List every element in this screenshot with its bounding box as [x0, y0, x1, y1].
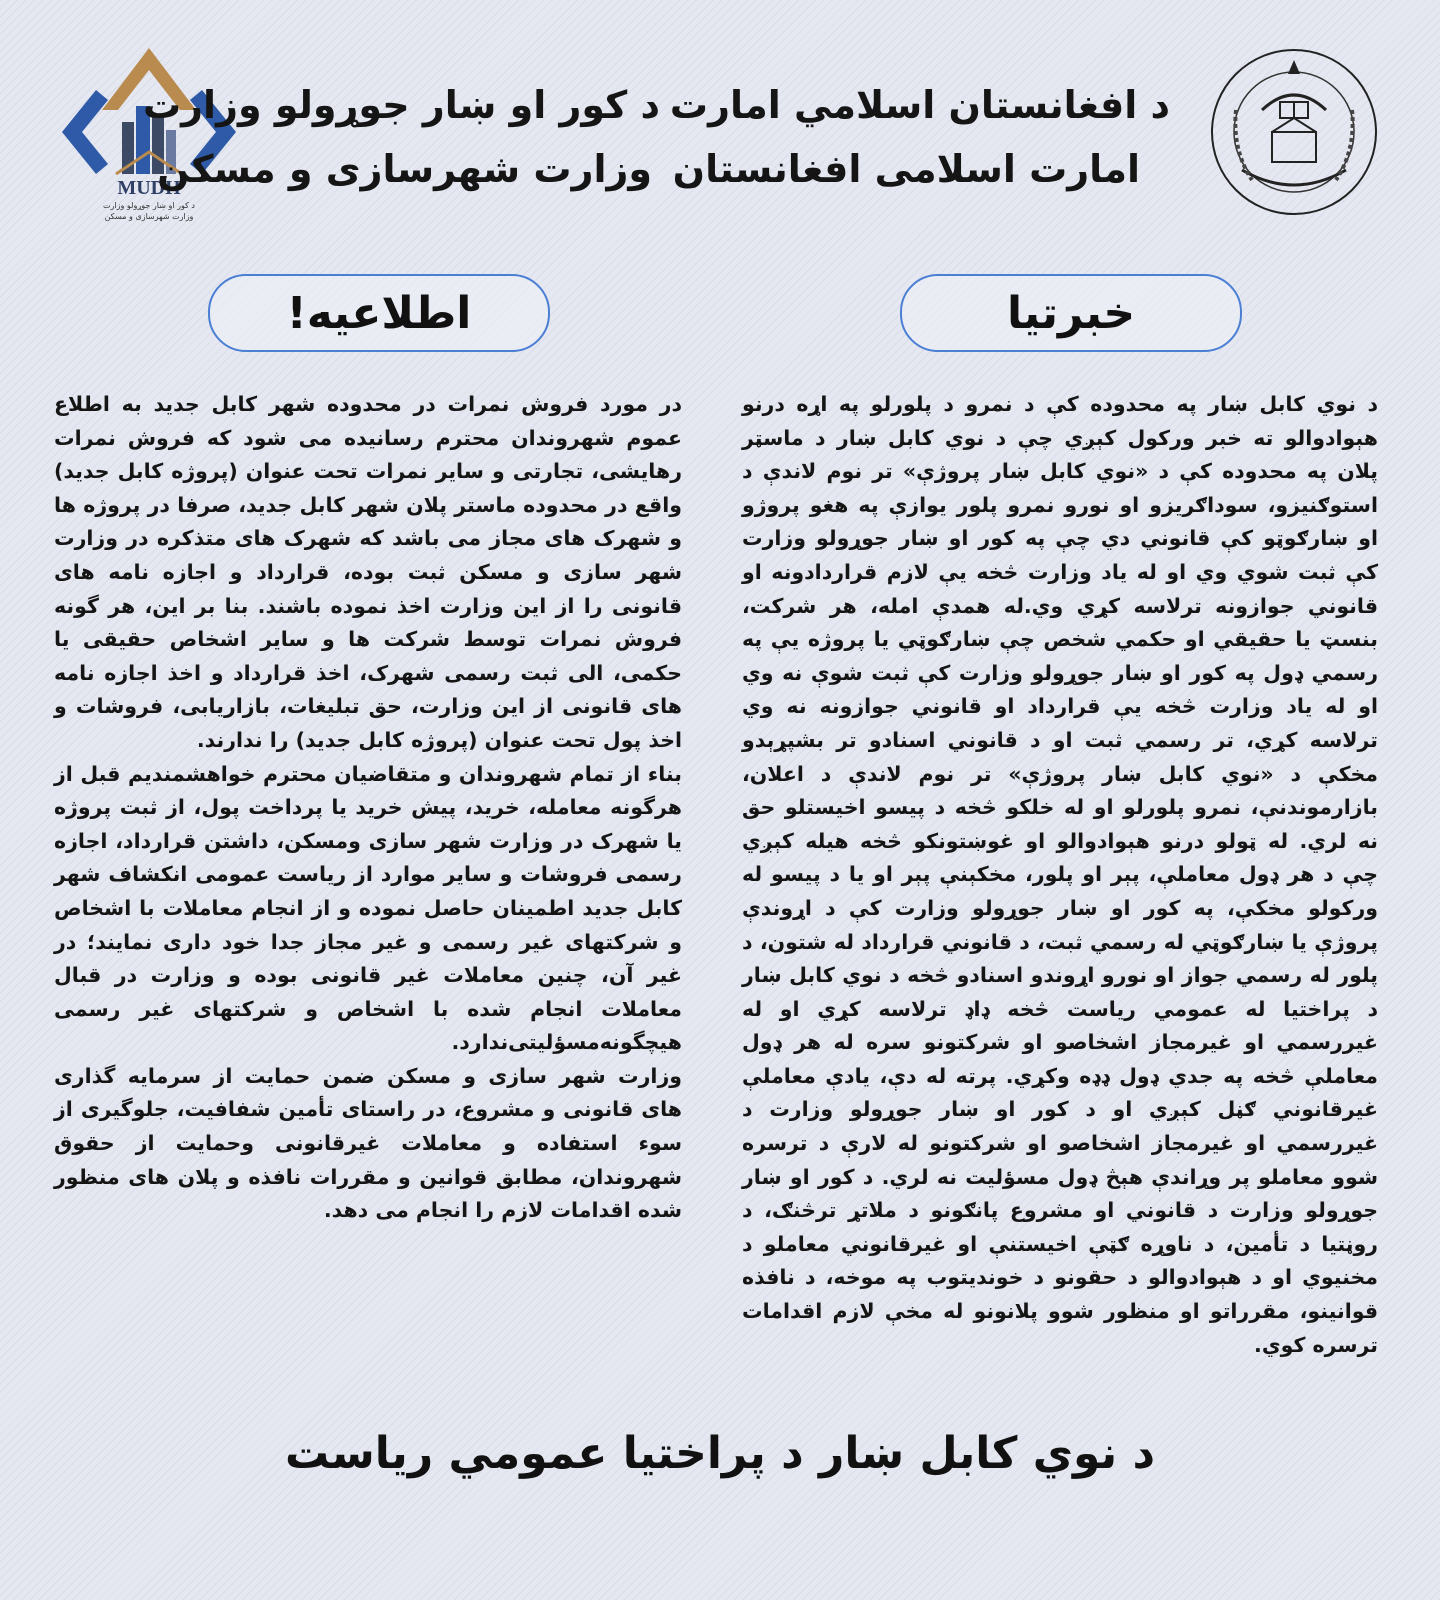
notice-title-badge [208, 274, 550, 352]
notice-title: اطلاعیه! [286, 287, 472, 339]
header-right-line2: امارت اسلامی افغانستان [672, 147, 1140, 191]
notice-paragraph-2: بناء از تمام شهروندان و متقاضیان محترم خواهشمندیم قبل از هرگونه معامله، خرید، پیش خرید یا پرداخت پول، از ثبت پروژه یا شهرک در وزارت شهر سازی ومسکن، داشتن قرارداد، اجازه رسمی فروشات و سایر موارد از ریاست عمومی انکشاف شهر کابل جدید اطمینان حاصل نموده و از انجام معاملات با اشخاص و شرکتهای غیر رسمی و غیر مجاز جدا خود داری نمایند؛ در غیر آن، چنین معاملات غیر قانونی بوده و وزارت در قبال معاملات انجام شده با اشخاص و شرکتهای غیر رسمی هیچگونه‌مسؤلیتی‌ندارد. [54, 761, 682, 1055]
header-right-line1: د افغانستان اسلامي امارت [669, 83, 1170, 127]
news-title: خبرتیا [1006, 287, 1136, 339]
logo-caption-1: د کور او ښار جوړولو وزارت [102, 201, 196, 210]
news-body: د نوي کابل ښار په محدوده کې د نمرو د پلورلو په اړه درنو هېوادوالو ته خبر ورکول کېږي چې د نوي کابل ښار د ماسټر پلان په محدوده کې د «نوي کابل ښار پروژې» تر نوم لاندې د استوګنیزو، سوداګریزو او نورو نمرو پلور یوازې په هغو پروژو او ښارګوټو کې قانوني دي چې په کور او ښار جوړولو وزارت کې ثبت شوي وي او له یاد وزارت څخه یې لازم قراردادونه او قانوني جوازونه ترلاسه کړي وي.له همدې امله، هر شرکت، بنسټ یا حقیقي او حکمي شخص چې ښارګوټي یا پروژه یې په رسمي ډول په کور او ښار جوړولو وزارت کې ثبت شوې نه وي او له یاد وزارت څخه یې قرارداد او قانوني جوازونه نه وي ترلاسه کړي، تر رسمي ثبت او د قانوني اسنادو تر بشپړېدو مخکې د «نوي کابل ښار پروژې» تر نوم لاندې د اعلان، بازارموندنې، نمرو پلورلو او له خلکو څخه د پیسو اخیستلو حق نه لري. له ټولو درنو هېوادوالو او غوښتونکو څخه هیله کېږي چې د هر ډول معاملې، پېر او پلور، مخکېنې پېر او یا د پیسو له ورکولو مخکې، په کور او ښار جوړولو وزارت کې د اړوندې پروژې یا ښارګوټي له رسمي ثبت، د قانوني قرارداد له شتون، د پلور له رسمي جواز او نورو اړوندو اسنادو څخه د نوي کابل ښار د پراختیا له عمومي ریاست څخه ډاډ ترلاسه کړي او له غیررسمي او غیرمجاز اشخاصو او شرکتونو سره له هر ډول معاملې څخه په جدي ډول ډډه وکړي. پرته له دې، یادې معاملې غیرقانوني ګڼل کېږي او د کور او ښار جوړولو وزارت د غیررسمي او غیرمجاز اشخاصو او شرکتونو له لارې د ترسره شوو معاملو پر وړاندې هېڅ ډول مسؤلیت نه لري. د کور او ښار جوړولو وزارت د قانوني او مشروع پانګونو د ملاتړ ترڅنګ، د روڼتیا د تأمین، د ناوړه ګټې اخیستنې او غیرقانوني معاملو د مخنیوي او د هېوادوالو د حقونو د خوندیتوب په موخه، د نافذه قوانینو، مقرراتو او منظور شوو پلانونو له مخې لازم اقدامات ترسره کوي. [742, 392, 1378, 1357]
header-left-line2: وزارت شهرسازی و مسکن [157, 147, 652, 191]
notice-paragraph-3: وزارت شهر سازی و مسکن ضمن حمایت از سرمایه گذاری های قانونی و مشروع، در راستای تأمین شفافیت، جلوگیری از سوء استفاده و معاملات غیرقانونی وحمایت از حقوق شهروندان، مطابق قوانین و مقررات نافذه و پلان های منظور شده اقدامات لازم را انجام می دهد. [54, 1063, 682, 1223]
emirate-emblem-icon [1202, 40, 1386, 224]
header-left-line1: د کور او ښار جوړولو وزارت [143, 83, 660, 127]
footer-title: د نوي کابل ښار د پراختیا عمومي ریاست [284, 1428, 1156, 1479]
logo-caption-2: وزارت شهرسازی و مسکن [104, 212, 194, 221]
notice-column [54, 388, 682, 1228]
mudh-logo-icon [56, 40, 242, 226]
news-title-badge [900, 274, 1242, 352]
news-column [742, 388, 1378, 1362]
notice-paragraph-1: در مورد فروش نمرات در محدوده شهر کابل جدید به اطلاع عموم شهروندان محترم رسانیده می شود که فروش نمرات رهایشی، تجارتی و سایر نمرات تحت عنوان (پروژه کابل جدید) واقع در محدوده ماستر پلان شهر کابل جدید، صرفا در پروژه ها و شهرک های مجاز می باشد که شهرک های متذکره در وزارت شهر سازی و مسکن ثبت بوده، قرارداد و اجازه نامه های قانونی را از این وزارت اخذ نموده باشند. بنا بر این، هر گونه فروش نمرات توسط شرکت ها و سایر اشخاص حقیقی یا حکمی، الی ثبت رسمی شهرک، اخذ قرارداد و اخذ اجازه نامه های قانونی از این وزارت، حق تبلیغات، بازاریابی، فروشات و اخذ پول تحت عنوان (پروژه کابل جدید) را ندارند. [54, 392, 682, 752]
logo-abbr: MUDH [117, 177, 181, 199]
